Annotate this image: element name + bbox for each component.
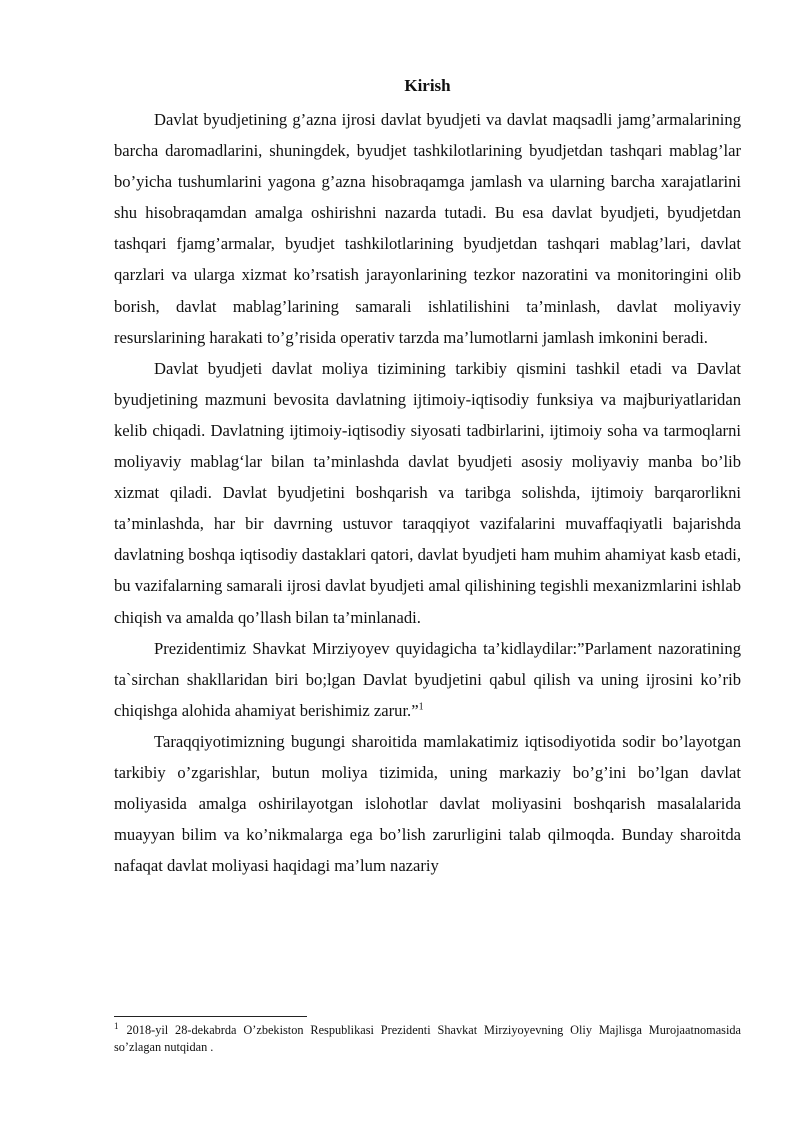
- footnote-mark: 1: [114, 1020, 119, 1031]
- paragraph-3: [114, 633, 741, 726]
- paragraph-4: Taraqqiyotimizning bugungi sharoitida mamlakatimiz iqtisodiyotida sodir bo’layotgan tarkibiy o’zgarishlar, butun moliya tizimida, uning markaziy bo’g’ini bo’lgan davlat moliyasida amalga oshirilayotgan islohotlar davlat moliyasini boshqarish masalalarida muayyan bilim va ko’nikmalarga ega bo’lish zarurligini talab qilmoqda. Bunday sharoitda nafaqat davlat moliyasi haqidagi ma’lum nazariy: [114, 731, 741, 876]
- footnote-text: 2018-yil 28-dekabrda O’zbekiston Respublikasi Prezidenti Shavkat Mirziyoyevning Oliy Majlisga Murojaatnomasida so’zlagan nutqidan .: [114, 1023, 741, 1054]
- footnote: [114, 1022, 741, 1056]
- body-text: [114, 104, 741, 881]
- paragraph-1: Davlat byudjetining g’azna ijrosi davlat byudjeti va davlat maqsadli jamg’armalarining barcha daromadlarini, shuningdek, byudjet tashkilotlarining byudjetdan tashqari mablag’lar bo’yicha tushumlarini yagona g’azna hisobraqamga jamlash va ularning barcha xarajatlarini shu hisobraqamdan amalga oshirishni nazarda tutadi. Bu esa davlat byudjeti, byudjetdan tashqari fjamg’armalar, byudjet tashkilotlarining byudjetdan tashqari mablag’lari, davlat qarzlari va ularga xizmat ko’rsatish jarayonlarining tezkor nazoratini va monitoringini olib borish, davlat mablag’larining samarali ishlatilishini ta’minlash, davlat moliyaviy resurslarining harakati to’g’risida operativ tarzda ma’lumotlarni jamlash imkonini beradi.: [114, 110, 741, 347]
- paragraph-3-text: Prezidentimiz Shavkat Mirziyoyev quyidagicha ta’kidlaydilar:”Parlament nazoratining ta`sirchan shakllaridan biri bo;lgan Davlat byudjetini qabul qilish va uning ijrosini ko’rib chiqishga alohida ahamiyat berishimiz zarur.”: [114, 638, 741, 720]
- footnote-reference[interactable]: 1: [418, 701, 424, 713]
- page-title: Kirish: [404, 76, 451, 95]
- footnote-divider: [114, 1016, 307, 1017]
- paragraph-2: Davlat byudjeti davlat moliya tizimining tarkibiy qismini tashkil etadi va Davlat byudjetining mazmuni bevosita davlatning ijtimoiy-iqtisodiy funksiya va majburiyatlaridan kelib chiqadi. Davlatning ijtimoiy-iqtisodiy siyosati tadbirlarini, ijtimoiy soha va tarmoqlarni moliyaviy mablag‘lar bilan ta’minlashda davlat byudjeti asosiy moliyaviy manba bo’lib xizmat qiladi. Davlat byudjetini boshqarish va taribga solishda, ijtimoiy barqarorlikni ta’minlashda, har bir davrning ustuvor taraqqiyot vazifalarini muvaffaqiyatli bajarishda davlatning boshqa iqtisodiy dastaklari qatori, davlat byudjeti ham muhim ahamiyat kasb etadi, bu vazifalarning samarali ijrosi davlat byudjeti amal qilishining tegishli mexanizmlarini ishlab chiqish va amalda qo’llash bilan ta’minlanadi.: [114, 358, 741, 627]
